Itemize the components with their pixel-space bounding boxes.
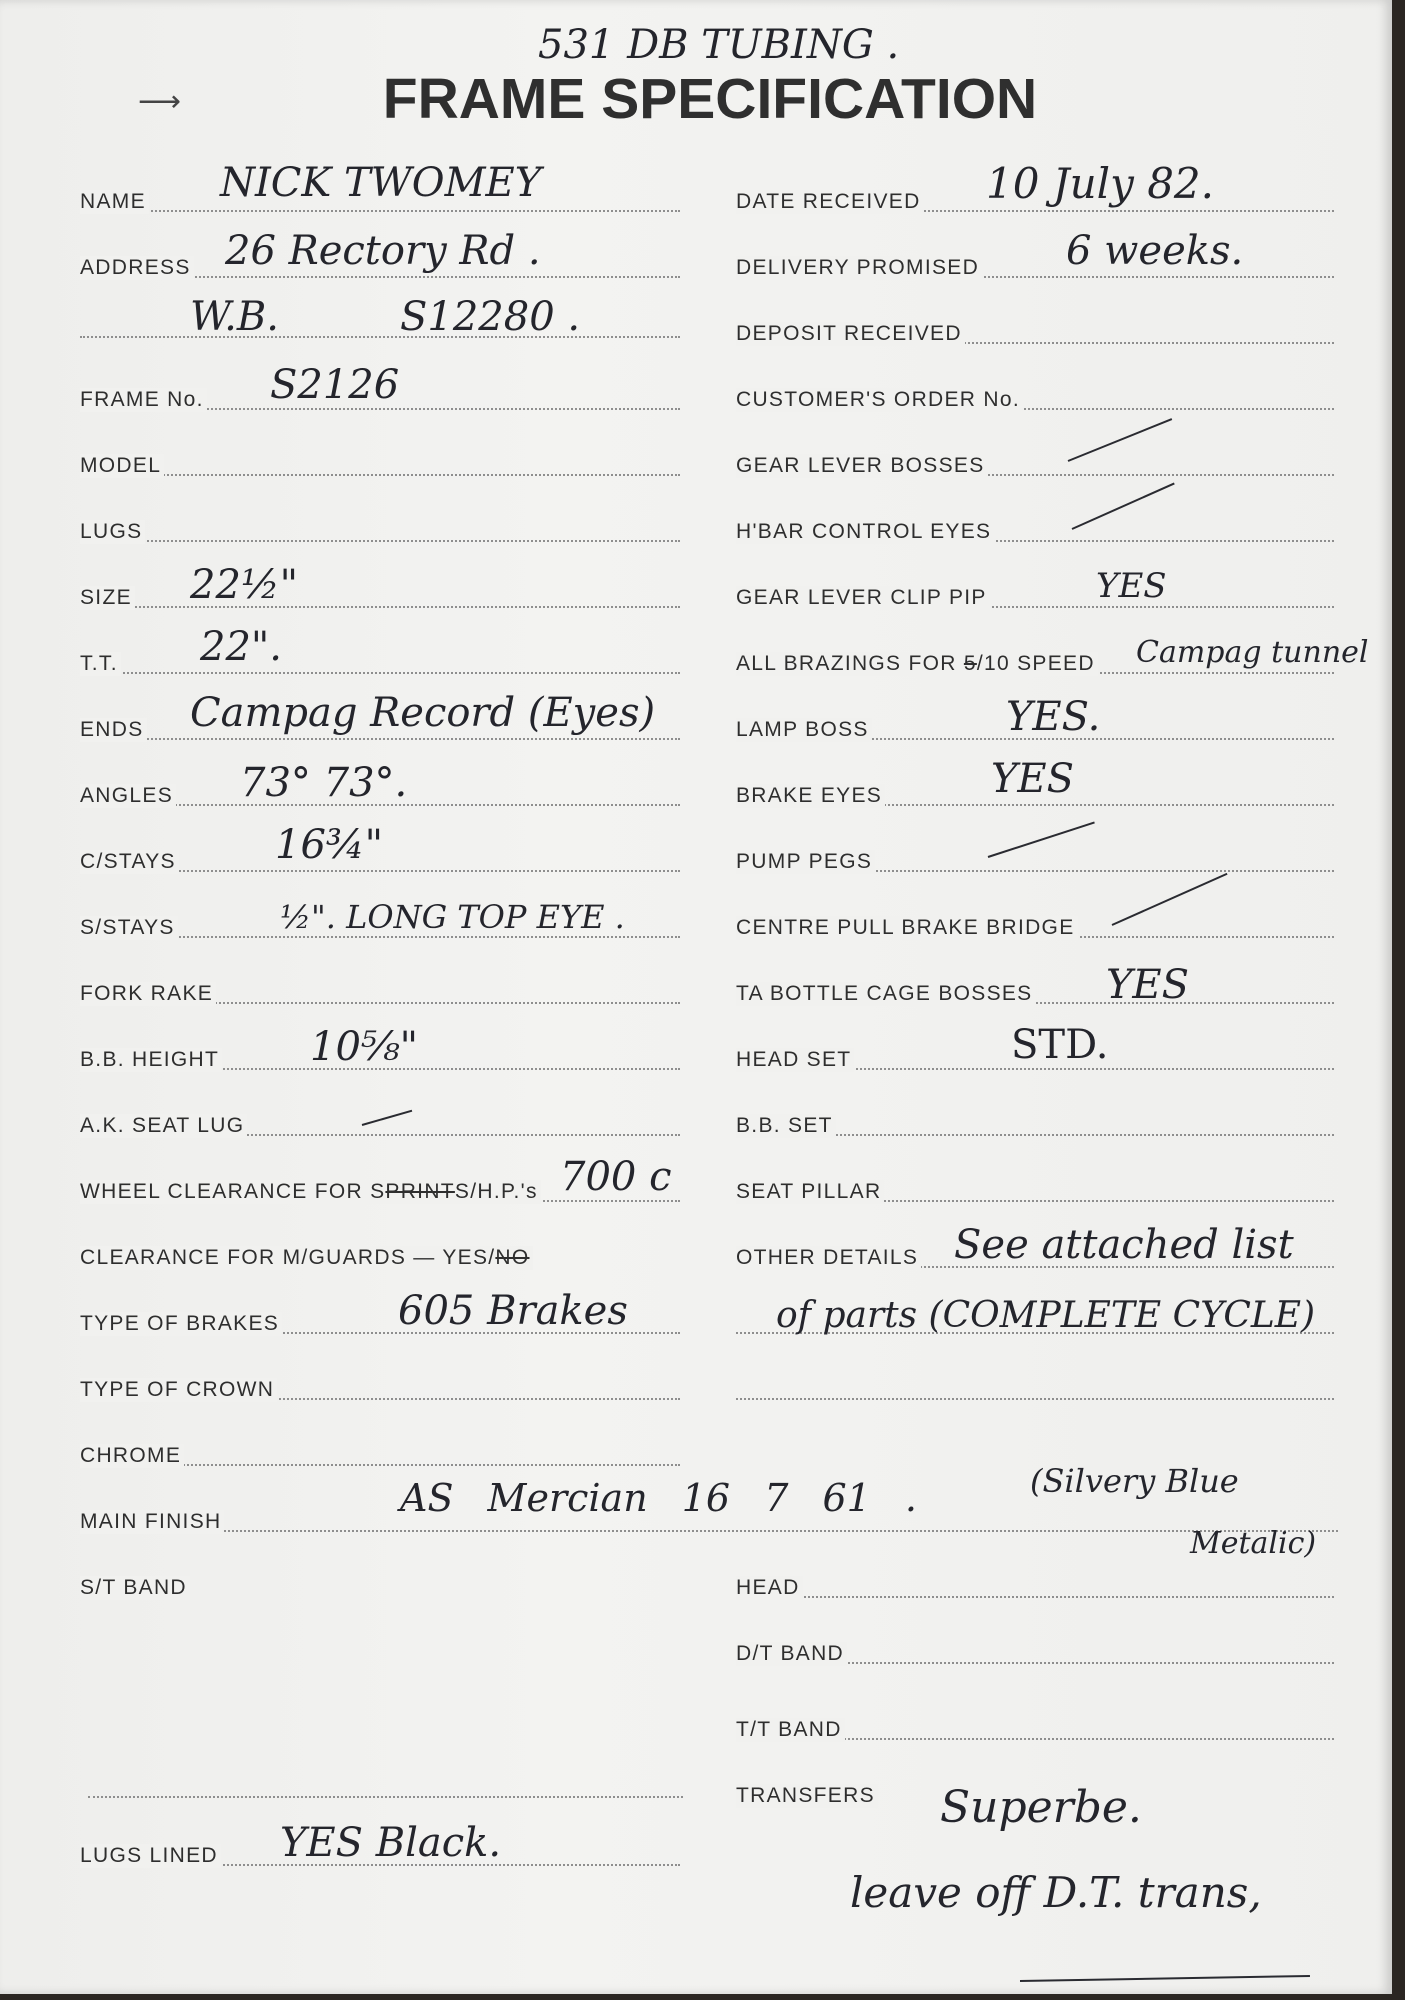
main-finish-value: AS Mercian 16 7 61 .	[400, 1476, 917, 1520]
brake-eyes-label: BRAKE EYES	[736, 784, 885, 808]
other-details-value-2: of parts (COMPLETE CYCLE)	[776, 1295, 1316, 1336]
tt-band-label: T/T BAND	[736, 1718, 845, 1742]
fork-rake-label: FORK RAKE	[80, 982, 216, 1006]
head-set-field[interactable]	[736, 1022, 1334, 1076]
bb-set-field[interactable]	[736, 1102, 1334, 1142]
ak-seat-lug-field[interactable]	[80, 1102, 680, 1142]
ends-value: Campag Record (Eyes)	[190, 690, 656, 736]
clip-pip-label: GEAR LEVER CLIP PIP	[736, 586, 990, 610]
sstays-label: S/STAYS	[80, 916, 178, 940]
crown-field[interactable]	[80, 1366, 680, 1406]
transfers-note: leave off D.T. trans,	[850, 1868, 1262, 1917]
brazings-field[interactable]	[736, 635, 1369, 680]
frame-no-field[interactable]	[80, 362, 680, 416]
clip-pip-value: YES	[1096, 566, 1167, 606]
date-received-label: DATE RECEIVED	[736, 190, 924, 214]
gear-lever-bosses-field[interactable]	[736, 442, 1334, 482]
finish-note-2: Metalic)	[1190, 1526, 1317, 1561]
address-field[interactable]	[80, 228, 680, 284]
address-label: ADDRESS	[80, 256, 194, 280]
size-label: SIZE	[80, 586, 135, 610]
lugs-field[interactable]	[80, 508, 680, 548]
tt-label: T.T.	[80, 652, 121, 676]
sstays-value: ½". LONG TOP EYE .	[280, 898, 625, 936]
name-value: NICK TWOMEY	[220, 160, 542, 206]
lamp-boss-value: YES.	[1006, 694, 1101, 740]
other-details-label: OTHER DETAILS	[736, 1246, 921, 1270]
ak-seat-lug-label: A.K. SEAT LUG	[80, 1114, 247, 1138]
head-label: HEAD	[736, 1576, 803, 1600]
frame-no-label: FRAME No.	[80, 388, 207, 412]
angles-label: ANGLES	[80, 784, 176, 808]
lugs-lined-label: LUGS LINED	[80, 1844, 221, 1868]
wheel-clearance-label: WHEEL CLEARANCE FOR SPRINTS/H.P.'s	[80, 1180, 541, 1204]
form-title: FRAME SPECIFICATION	[382, 67, 1038, 131]
chrome-field[interactable]	[80, 1432, 680, 1472]
address-value-3: S12280 .	[400, 294, 581, 340]
bottom-pen-stroke	[1020, 1975, 1310, 1982]
dt-band-field[interactable]	[736, 1630, 1334, 1670]
hbar-eyes-label: H'BAR CONTROL EYES	[736, 520, 994, 544]
brazings-value: Campag tunnel	[1136, 635, 1369, 670]
tubing-note: 531 DB TUBING .	[538, 22, 900, 68]
bottle-bosses-field[interactable]	[736, 962, 1334, 1010]
address-value-2: W.B.	[190, 294, 279, 340]
head-field[interactable]	[736, 1564, 1334, 1604]
transfers-label: TRANSFERS	[736, 1784, 878, 1808]
wheel-clearance-value: 700 c	[560, 1154, 672, 1200]
date-received-value: 10 July 82.	[986, 159, 1214, 208]
mudguard-clearance-field[interactable]	[80, 1234, 680, 1274]
delivery-promised-value: 6 weeks.	[1066, 228, 1244, 274]
tt-value: 22".	[200, 624, 283, 670]
brazings-label: ALL BRAZINGS FOR 5/10 SPEED	[736, 652, 1098, 676]
main-finish-label: MAIN FINISH	[80, 1510, 224, 1534]
ends-field[interactable]	[80, 690, 680, 746]
sstays-field[interactable]	[80, 898, 680, 944]
lamp-boss-label: LAMP BOSS	[736, 718, 872, 742]
brake-eyes-value: YES	[991, 756, 1075, 802]
head-set-value: STD.	[1011, 1022, 1109, 1068]
order-no-field[interactable]	[736, 376, 1334, 416]
chrome-label: CHROME	[80, 1444, 184, 1468]
date-received-field[interactable]	[736, 159, 1334, 218]
dt-band-label: D/T BAND	[736, 1642, 847, 1666]
brake-eyes-field[interactable]	[736, 756, 1334, 812]
model-field[interactable]	[80, 442, 680, 482]
head-set-label: HEAD SET	[736, 1048, 854, 1072]
address-line-2[interactable]	[80, 294, 680, 344]
lamp-boss-field[interactable]	[736, 694, 1334, 746]
other-details-line-2[interactable]	[736, 1295, 1334, 1340]
cstays-value: 16¾"	[275, 822, 384, 868]
deposit-field[interactable]	[736, 310, 1334, 350]
angles-field[interactable]	[80, 760, 680, 812]
staple-mark: ⟶	[138, 85, 182, 118]
lugs-lined-field[interactable]	[80, 1820, 680, 1872]
size-field[interactable]	[80, 562, 680, 614]
delivery-promised-field[interactable]	[736, 228, 1334, 284]
transfers-value: Superbe.	[940, 1782, 1142, 1833]
delivery-promised-label: DELIVERY PROMISED	[736, 256, 982, 280]
bb-height-value: 10⅝"	[310, 1024, 419, 1070]
lugs-label: LUGS	[80, 520, 145, 544]
cstays-field[interactable]	[80, 822, 680, 878]
fork-rake-field[interactable]	[80, 970, 680, 1010]
frame-no-value: S2126	[270, 362, 400, 408]
brakes-value: 605 Brakes	[398, 1288, 628, 1334]
bottle-bosses-label: TA BOTTLE CAGE BOSSES	[736, 982, 1036, 1006]
size-value: 22½"	[190, 562, 299, 608]
tt-band-field[interactable]	[736, 1706, 1334, 1746]
brakes-field[interactable]	[80, 1288, 680, 1340]
model-label: MODEL	[80, 454, 164, 478]
hbar-eyes-field[interactable]	[736, 508, 1334, 548]
wheel-clearance-field[interactable]	[80, 1154, 680, 1208]
bb-set-label: B.B. SET	[736, 1114, 836, 1138]
st-band-label: S/T BAND	[80, 1576, 190, 1600]
pump-pegs-field[interactable]	[736, 838, 1334, 878]
cstays-label: C/STAYS	[80, 850, 179, 874]
other-details-field[interactable]	[736, 1222, 1334, 1274]
name-field[interactable]	[80, 160, 680, 218]
bb-height-label: B.B. HEIGHT	[80, 1048, 222, 1072]
angles-value: 73° 73°.	[240, 760, 408, 806]
gear-lever-bosses-label: GEAR LEVER BOSSES	[736, 454, 988, 478]
st-band-field[interactable]	[80, 1564, 680, 1604]
lugs-lined-value: YES Black.	[280, 1820, 502, 1866]
name-label: NAME	[80, 190, 149, 214]
seat-pillar-field[interactable]	[736, 1168, 1334, 1208]
brake-bridge-field[interactable]	[736, 904, 1334, 944]
brakes-label: TYPE OF BRAKES	[80, 1312, 282, 1336]
bb-height-field[interactable]	[80, 1024, 680, 1076]
crown-label: TYPE OF CROWN	[80, 1378, 277, 1402]
clip-pip-field[interactable]	[736, 566, 1334, 614]
seat-pillar-label: SEAT PILLAR	[736, 1180, 884, 1204]
ends-label: ENDS	[80, 718, 147, 742]
finish-note: (Silvery Blue	[1030, 1462, 1239, 1500]
pump-pegs-label: PUMP PEGS	[736, 850, 875, 874]
mudguard-clearance-label: CLEARANCE FOR M/GUARDS — YES/NO	[80, 1246, 533, 1270]
blank-line	[88, 1796, 683, 1798]
order-no-label: CUSTOMER'S ORDER No.	[736, 388, 1023, 412]
other-details-value: See attached list	[954, 1222, 1294, 1268]
tt-field[interactable]	[80, 624, 680, 680]
bottle-bosses-value: YES	[1106, 962, 1190, 1008]
blank-line-right	[736, 1398, 1334, 1400]
brake-bridge-label: CENTRE PULL BRAKE BRIDGE	[736, 916, 1078, 940]
deposit-label: DEPOSIT RECEIVED	[736, 322, 965, 346]
address-value: 26 Rectory Rd .	[225, 228, 541, 274]
